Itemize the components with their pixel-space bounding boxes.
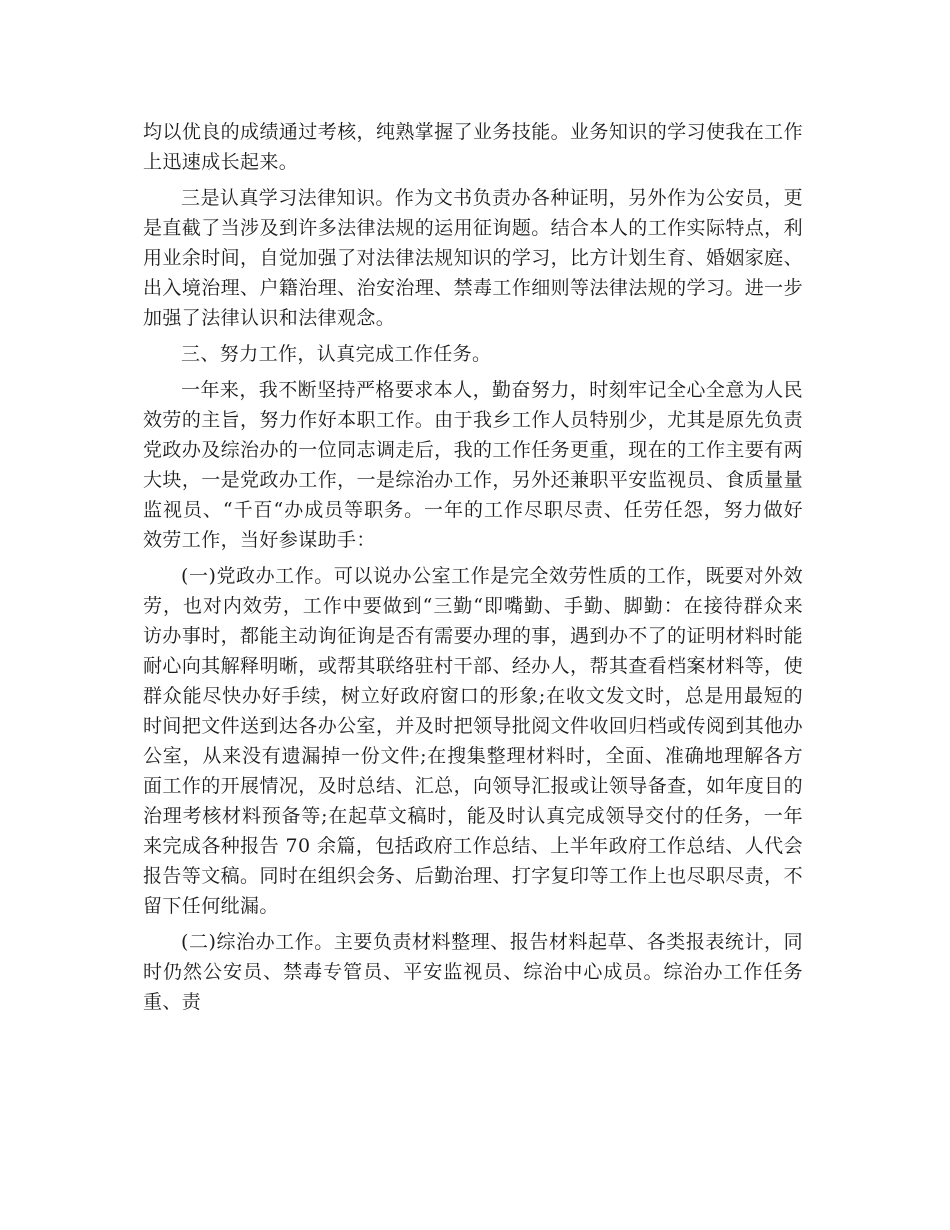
document-body (143, 117, 803, 1023)
paragraph-2: 三是认真学习法律知识。作为文书负责办各种证明，另外作为公安员，更是直截了当涉及到许多法律法规的运用征询题。结合本人的工作实际特点，利用业余时间，自觉加强了对法律法规知识的学习，比方计划生育、婚姻家庭、出入境治理、户籍治理、治安治理、禁毒工作细则等法律法规的学习。进一步加强了法律认识和法律观念。 (143, 187, 803, 329)
paragraph-5: (一)党政办工作。可以说办公室工作是完全效劳性质的工作，既要对外效劳，也对内效劳，工作中要做到“三勤“即嘴勤、手勤、脚勤：在接待群众来访办事时，都能主动询征询是否有需要办理的事，遇到办不了的证明材料时能耐心向其解释明晰，或帮其联络驻村干部、经办人，帮其查看档案材料等，使群众能尽快办好手续，树立好政府窗口的形象;在收文发文时，总是用最短的时间把文件送到达各办公室，并及时把领导批阅文件收回归档或传阅到其他办公室，从来没有遗漏掉一份文件;在搜集整理材料时，全面、准确地理解各方面工作的开展情况，及时总结、汇总，向领导汇报或让领导备查，如年度目的治理考核材料预备等;在起草文稿时，能及时认真完成领导交付的任务，一年来完成各种报告 70 余篇，包括政府工作总结、上半年政府工作总结、人代会报告等文稿。同时在组织会务、后勤治理、打字复印等工作上也尽职尽责，不留下任何纰漏。 (143, 565, 803, 917)
paragraph-4: 一年来，我不断坚持严格要求本人，勤奋努力，时刻牢记全心全意为人民效劳的主旨，努力作好本职工作。由于我乡工作人员特别少，尤其是原先负责党政办及综治办的一位同志调走后，我的工作任务更重，现在的工作主要有两大块，一是党政办工作，一是综治办工作，另外还兼职平安监视员、食质量量监视员、“千百“办成员等职务。一年的工作尽职尽责、任劳任怨，努力做好效劳工作，当好参谋助手： (143, 379, 803, 551)
section-heading-3: 三、努力工作，认真完成工作任务。 (181, 343, 492, 365)
paragraph-6: (二)综治办工作。主要负责材料整理、报告材料起草、各类报表统计，同时仍然公安员、禁毒专管员、平安监视员、综治中心成员。综治办工作任务重、责 (143, 931, 803, 1013)
paragraph-1: 均以优良的成绩通过考核，纯熟掌握了业务技能。业务知识的学习使我在工作上迅速成长起来。 (143, 121, 803, 173)
